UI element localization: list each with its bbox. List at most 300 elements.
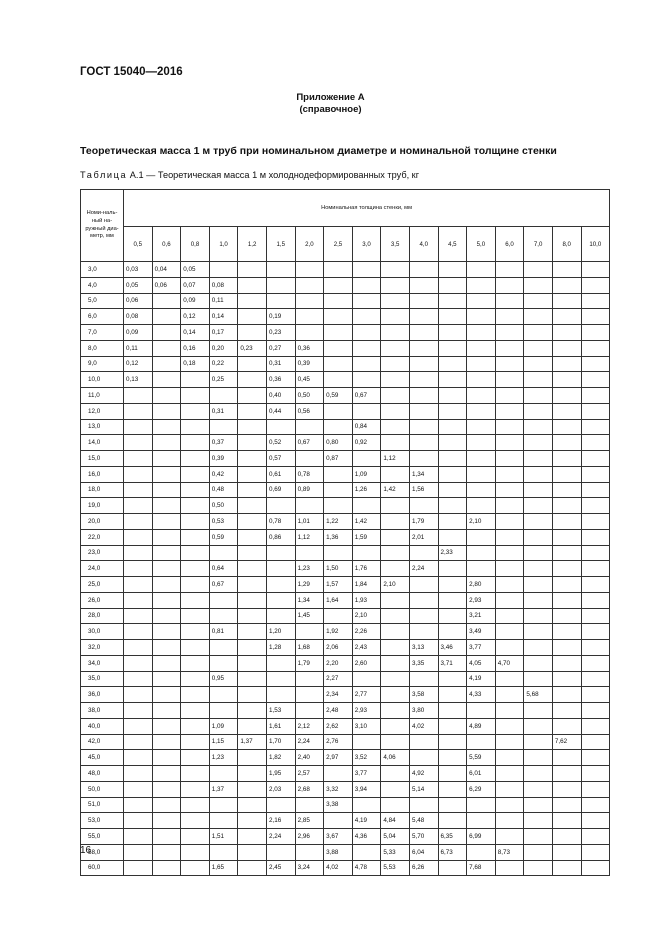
mass-cell: 0,17 [209,325,238,341]
mass-cell [552,482,581,498]
mass-cell [467,703,496,719]
mass-cell: 2,12 [295,718,324,734]
mass-cell: 0,42 [209,466,238,482]
mass-cell: 0,31 [209,403,238,419]
mass-cell [324,608,353,624]
diameter-cell: 40,0 [81,718,124,734]
diameter-cell: 34,0 [81,655,124,671]
thickness-header-cell: 0,5 [124,227,153,262]
mass-cell [381,734,410,750]
mass-cell [124,388,153,404]
mass-cell [295,844,324,860]
mass-cell [438,671,467,687]
mass-cell [238,388,267,404]
mass-cell: 3,77 [467,640,496,656]
mass-cell [438,309,467,325]
mass-cell: 4,19 [467,671,496,687]
mass-cell [381,466,410,482]
mass-cell [524,781,553,797]
mass-cell [152,435,181,451]
mass-cell: 1,92 [324,624,353,640]
mass-cell [381,561,410,577]
diameter-cell: 48,0 [81,766,124,782]
mass-cell [581,844,610,860]
mass-cell [152,797,181,813]
mass-cell [152,671,181,687]
appendix-heading [0,92,661,116]
mass-cell [181,703,210,719]
mass-cell: 1,09 [209,718,238,734]
thickness-header-cell: 0,8 [181,227,210,262]
mass-cell [381,655,410,671]
mass-cell [181,734,210,750]
mass-cell [238,356,267,372]
mass-cell [495,703,524,719]
appendix-title: Приложение А [296,92,365,103]
mass-cell [438,703,467,719]
diameter-cell: 5,0 [81,293,124,309]
mass-cell: 0,40 [266,388,295,404]
mass-cell [552,529,581,545]
mass-cell [209,388,238,404]
mass-cell [524,750,553,766]
mass-cell [209,262,238,278]
mass-cell [266,797,295,813]
mass-cell [409,545,438,561]
mass-cell: 0,05 [181,262,210,278]
mass-cell [124,766,153,782]
mass-cell [209,813,238,829]
diameter-cell: 35,0 [81,671,124,687]
mass-cell [552,372,581,388]
mass-cell [438,419,467,435]
mass-cell [295,703,324,719]
mass-cell [438,372,467,388]
mass-cell [381,277,410,293]
thickness-header-cell: 4,0 [409,227,438,262]
mass-cell [209,655,238,671]
mass-cell [266,545,295,561]
mass-cell [152,325,181,341]
mass-cell: 2,24 [295,734,324,750]
mass-cell [124,561,153,577]
mass-cell: 1,23 [295,561,324,577]
mass-cell [467,293,496,309]
mass-cell [581,498,610,514]
mass-cell [438,340,467,356]
mass-cell: 0,14 [209,309,238,325]
mass-cell [495,466,524,482]
mass-cell [552,844,581,860]
mass-cell [266,687,295,703]
mass-cell [152,356,181,372]
mass-cell [524,844,553,860]
mass-cell [124,750,153,766]
table-row [81,781,610,797]
mass-cell [552,419,581,435]
mass-cell [181,577,210,593]
mass-cell: 3,46 [438,640,467,656]
mass-cell [324,466,353,482]
mass-cell [438,766,467,782]
mass-cell [181,781,210,797]
mass-cell [238,419,267,435]
mass-cell [581,671,610,687]
mass-cell [524,860,553,876]
mass-cell [467,277,496,293]
mass-cell: 0,14 [181,325,210,341]
mass-cell: 1,29 [295,577,324,593]
table-row [81,671,610,687]
mass-cell [124,435,153,451]
mass-cell [581,419,610,435]
mass-cell [438,687,467,703]
mass-cell [581,340,610,356]
mass-cell: 0,39 [295,356,324,372]
mass-cell [581,860,610,876]
mass-cell: 3,38 [324,797,353,813]
mass-cell [266,277,295,293]
table-row [81,829,610,845]
mass-cell: 0,07 [181,277,210,293]
mass-cell [381,388,410,404]
mass-cell [266,608,295,624]
mass-cell [495,829,524,845]
mass-cell [524,529,553,545]
diameter-column-header: Номи-наль-ный на-ружный диа-метр, мм [81,190,124,262]
mass-cell: 5,68 [524,687,553,703]
mass-cell [438,262,467,278]
mass-cell [324,340,353,356]
mass-cell: 1,61 [266,718,295,734]
mass-cell [124,844,153,860]
mass-cell [581,797,610,813]
mass-cell [495,545,524,561]
table-row [81,545,610,561]
mass-cell [467,561,496,577]
mass-cell [409,277,438,293]
mass-cell: 6,73 [438,844,467,860]
mass-cell [409,293,438,309]
mass-cell [381,262,410,278]
mass-cell [152,498,181,514]
mass-cell: 3,32 [324,781,353,797]
mass-cell [581,561,610,577]
mass-cell: 0,67 [295,435,324,451]
mass-cell: 0,11 [124,340,153,356]
mass-cell [152,545,181,561]
mass-cell [152,577,181,593]
mass-cell [324,277,353,293]
mass-cell [552,718,581,734]
mass-cell: 4,89 [467,718,496,734]
mass-cell [124,781,153,797]
mass-cell [552,403,581,419]
mass-cell [124,640,153,656]
mass-cell: 3,35 [409,655,438,671]
mass-cell [124,466,153,482]
mass-cell [467,262,496,278]
thickness-header-cell: 5,0 [467,227,496,262]
mass-cell [324,309,353,325]
mass-cell [409,797,438,813]
mass-cell [524,608,553,624]
mass-cell: 1,64 [324,592,353,608]
mass-cell [124,482,153,498]
diameter-cell: 11,0 [81,388,124,404]
diameter-cell: 60,0 [81,860,124,876]
mass-cell [152,309,181,325]
mass-cell: 2,93 [352,703,381,719]
mass-cell [495,781,524,797]
table-row [81,577,610,593]
mass-cell [266,262,295,278]
mass-cell: 2,34 [324,687,353,703]
mass-cell: 0,69 [266,482,295,498]
mass-cell: 0,45 [295,372,324,388]
mass-cell [124,451,153,467]
mass-cell [181,498,210,514]
mass-cell [295,451,324,467]
mass-cell [124,514,153,530]
mass-cell [524,482,553,498]
mass-cell: 0,78 [266,514,295,530]
mass-cell: 2,62 [324,718,353,734]
mass-cell: 1,57 [324,577,353,593]
mass-cell [238,640,267,656]
mass-cell [238,687,267,703]
mass-cell [124,498,153,514]
mass-cell [152,844,181,860]
mass-cell: 4,36 [352,829,381,845]
mass-cell [295,293,324,309]
mass-cell: 0,57 [266,451,295,467]
mass-cell: 2,10 [381,577,410,593]
mass-cell: 0,64 [209,561,238,577]
mass-cell: 0,09 [124,325,153,341]
diameter-cell: 36,0 [81,687,124,703]
mass-cell: 3,24 [295,860,324,876]
mass-cell [238,577,267,593]
mass-cell [295,277,324,293]
diameter-cell: 28,0 [81,608,124,624]
mass-cell [209,608,238,624]
mass-cell: 3,71 [438,655,467,671]
mass-cell [581,655,610,671]
mass-cell [552,624,581,640]
mass-cell [495,262,524,278]
mass-cell [352,262,381,278]
table-row [81,498,610,514]
mass-cell [467,403,496,419]
mass-cell [324,498,353,514]
mass-cell [409,577,438,593]
mass-cell [552,860,581,876]
mass-cell: 0,23 [266,325,295,341]
mass-cell: 0,67 [352,388,381,404]
mass-cell [524,545,553,561]
mass-cell: 0,13 [124,372,153,388]
mass-cell: 0,05 [124,277,153,293]
mass-cell: 1,56 [409,482,438,498]
mass-cell [152,766,181,782]
mass-cell [524,262,553,278]
mass-cell [295,325,324,341]
mass-cell [266,561,295,577]
table-row [81,356,610,372]
mass-cell [209,640,238,656]
mass-cell [352,293,381,309]
mass-cell [181,482,210,498]
mass-cell [238,829,267,845]
mass-cell: 2,06 [324,640,353,656]
mass-cell [381,403,410,419]
mass-cell: 1,70 [266,734,295,750]
mass-cell [552,592,581,608]
mass-cell: 0,16 [181,340,210,356]
mass-cell [495,340,524,356]
diameter-cell: 7,0 [81,325,124,341]
diameter-cell: 10,0 [81,372,124,388]
mass-cell [552,356,581,372]
mass-cell [409,498,438,514]
mass-cell: 0,31 [266,356,295,372]
mass-cell [524,577,553,593]
table-row [81,734,610,750]
table-row [81,592,610,608]
mass-cell [495,309,524,325]
mass-cell [381,608,410,624]
mass-cell: 1,01 [295,514,324,530]
mass-cell [181,435,210,451]
mass-cell [238,403,267,419]
mass-cell [438,388,467,404]
mass-cell: 2,77 [352,687,381,703]
mass-cell [495,671,524,687]
mass-cell [124,577,153,593]
mass-cell [552,545,581,561]
mass-cell [381,797,410,813]
mass-cell [209,797,238,813]
mass-cell [181,466,210,482]
mass-cell: 4,05 [467,655,496,671]
mass-cell [152,703,181,719]
mass-cell [467,309,496,325]
mass-cell: 7,62 [552,734,581,750]
mass-cell [552,309,581,325]
mass-cell: 4,02 [324,860,353,876]
mass-cell [495,797,524,813]
mass-cell [238,844,267,860]
mass-cell [495,435,524,451]
mass-cell: 4,70 [495,655,524,671]
mass-cell [438,514,467,530]
mass-cell [266,419,295,435]
mass-cell: 2,43 [352,640,381,656]
mass-cell [181,829,210,845]
mass-cell: 1,76 [352,561,381,577]
thickness-header-cell: 1,2 [238,227,267,262]
mass-cell [381,640,410,656]
diameter-cell: 53,0 [81,813,124,829]
mass-cell [381,529,410,545]
mass-cell [438,718,467,734]
diameter-cell: 8,0 [81,340,124,356]
mass-cell [581,703,610,719]
mass-cell [581,514,610,530]
mass-cell [524,718,553,734]
mass-table [80,189,610,876]
mass-cell: 0,36 [266,372,295,388]
diameter-cell: 26,0 [81,592,124,608]
mass-cell [209,545,238,561]
mass-cell: 0,11 [209,293,238,309]
mass-cell: 2,01 [409,529,438,545]
thickness-header-cell: 8,0 [552,227,581,262]
mass-cell: 4,78 [352,860,381,876]
diameter-cell: 45,0 [81,750,124,766]
table-caption [80,170,419,180]
mass-cell [352,734,381,750]
mass-cell [295,687,324,703]
table-row [81,813,610,829]
mass-cell: 2,03 [266,781,295,797]
mass-cell: 2,40 [295,750,324,766]
mass-cell [295,624,324,640]
thickness-header-cell: 10,0 [581,227,610,262]
mass-cell [181,671,210,687]
mass-cell: 1,12 [381,451,410,467]
mass-cell [181,608,210,624]
mass-cell [381,687,410,703]
mass-cell [381,309,410,325]
mass-cell [495,293,524,309]
mass-cell [552,781,581,797]
mass-cell: 0,95 [209,671,238,687]
mass-cell [152,718,181,734]
mass-cell [266,293,295,309]
mass-cell: 8,73 [495,844,524,860]
mass-cell [438,498,467,514]
mass-cell: 2,68 [295,781,324,797]
mass-cell: 0,04 [152,262,181,278]
mass-cell [495,718,524,734]
mass-cell [524,372,553,388]
mass-cell [524,403,553,419]
mass-cell [238,309,267,325]
mass-cell [495,325,524,341]
table-row [81,309,610,325]
mass-cell [581,451,610,467]
mass-cell [409,734,438,750]
thickness-header-cell: 1,5 [266,227,295,262]
mass-cell [152,734,181,750]
mass-cell: 2,93 [467,592,496,608]
mass-cell [124,592,153,608]
mass-cell [181,687,210,703]
mass-cell: 3,58 [409,687,438,703]
mass-cell [495,766,524,782]
mass-cell: 0,87 [324,451,353,467]
mass-cell [524,514,553,530]
table-row [81,529,610,545]
mass-cell [152,451,181,467]
mass-cell: 2,16 [266,813,295,829]
mass-cell [438,624,467,640]
diameter-cell: 24,0 [81,561,124,577]
mass-cell [266,577,295,593]
mass-cell [324,293,353,309]
